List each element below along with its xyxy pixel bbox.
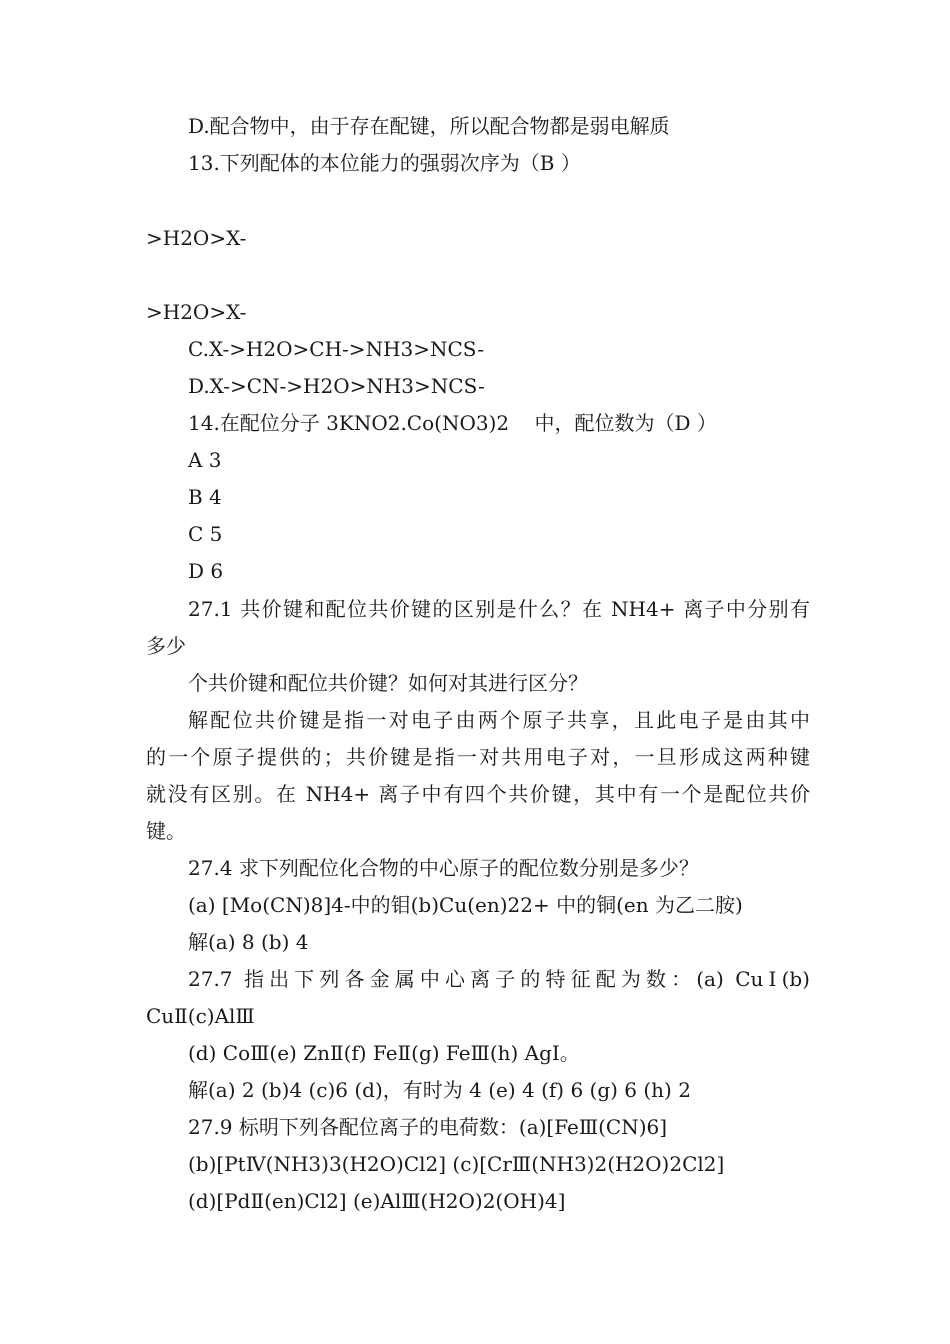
- answer-paragraph-line: 解配位共价键是指一对电子由两个原子共享，且此电子是由其中: [188, 708, 810, 732]
- answer-paragraph-line: 的一个原子提供的；共价键是指一对共用电子对，一旦形成这两种键: [146, 745, 810, 769]
- question-27-7: 27.7 指出下列各金属中心离子的特征配为数：(a) CuⅠ(b): [188, 967, 810, 991]
- answer-paragraph-line: 键。: [146, 819, 186, 843]
- option-c: C.X->H2O>CH->NH3>NCS-: [188, 337, 484, 361]
- option-d: D 6: [188, 559, 224, 583]
- answer-line: 解(a) 2 (b)4 (c)6 (d)，有时为 4 (e) 4 (f) 6 (g) 6 (h) 2: [188, 1078, 691, 1102]
- answer-line: 解(a) 8 (b) 4: [188, 930, 309, 954]
- option-a: A 3: [188, 448, 222, 472]
- text-line: (d) CoⅢ(e) ZnⅡ(f) FeⅡ(g) FeⅢ(h) AgⅠ。: [188, 1041, 580, 1065]
- text-line: D.配合物中，由于存在配键，所以配合物都是弱电解质: [188, 114, 670, 138]
- text-line: (d)[PdⅡ(en)Cl2] (e)AlⅢ(H2O)2(OH)4]: [188, 1189, 566, 1213]
- option-line: >H2O>X-: [146, 300, 247, 324]
- text-line: CuⅡ(c)AlⅢ: [146, 1004, 255, 1028]
- text-line: 个共价键和配位共价键？如何对其进行区分？: [188, 671, 588, 695]
- text-line: (b)[PtⅣ(NH3)3(H2O)Cl2] (c)[CrⅢ(NH3)2(H2O)2Cl2]: [188, 1152, 725, 1176]
- answer-paragraph-line: 就没有区别。在 NH4+ 离子中有四个共价键，其中有一个是配位共价: [146, 782, 810, 806]
- option-c: C 5: [188, 522, 223, 546]
- question-27-4: 27.4 求下列配位化合物的中心原子的配位数分别是多少？: [188, 856, 699, 880]
- option-line: >H2O>X-: [146, 226, 247, 250]
- option-d: D.X->CN->H2O>NH3>NCS-: [188, 374, 485, 398]
- text-line: 多少: [146, 634, 186, 658]
- question-27-9: 27.9 标明下列各配位离子的电荷数：(a)[FeⅢ(CN)6]: [188, 1115, 668, 1139]
- question-13: 13.下列配体的本位能力的强弱次序为（B ）: [188, 151, 581, 175]
- question-27-1: 27.1 共价键和配位共价键的区别是什么？在 NH4+ 离子中分别有: [188, 597, 810, 621]
- text-line: (a) [Mo(CN)8]4-中的钼(b)Cu(en)22+ 中的铜(en 为乙二胺): [188, 893, 743, 917]
- option-b: B 4: [188, 485, 222, 509]
- question-14: 14.在配位分子 3KNO2.Co(NO3)2 中，配位数为（D ）: [188, 411, 717, 435]
